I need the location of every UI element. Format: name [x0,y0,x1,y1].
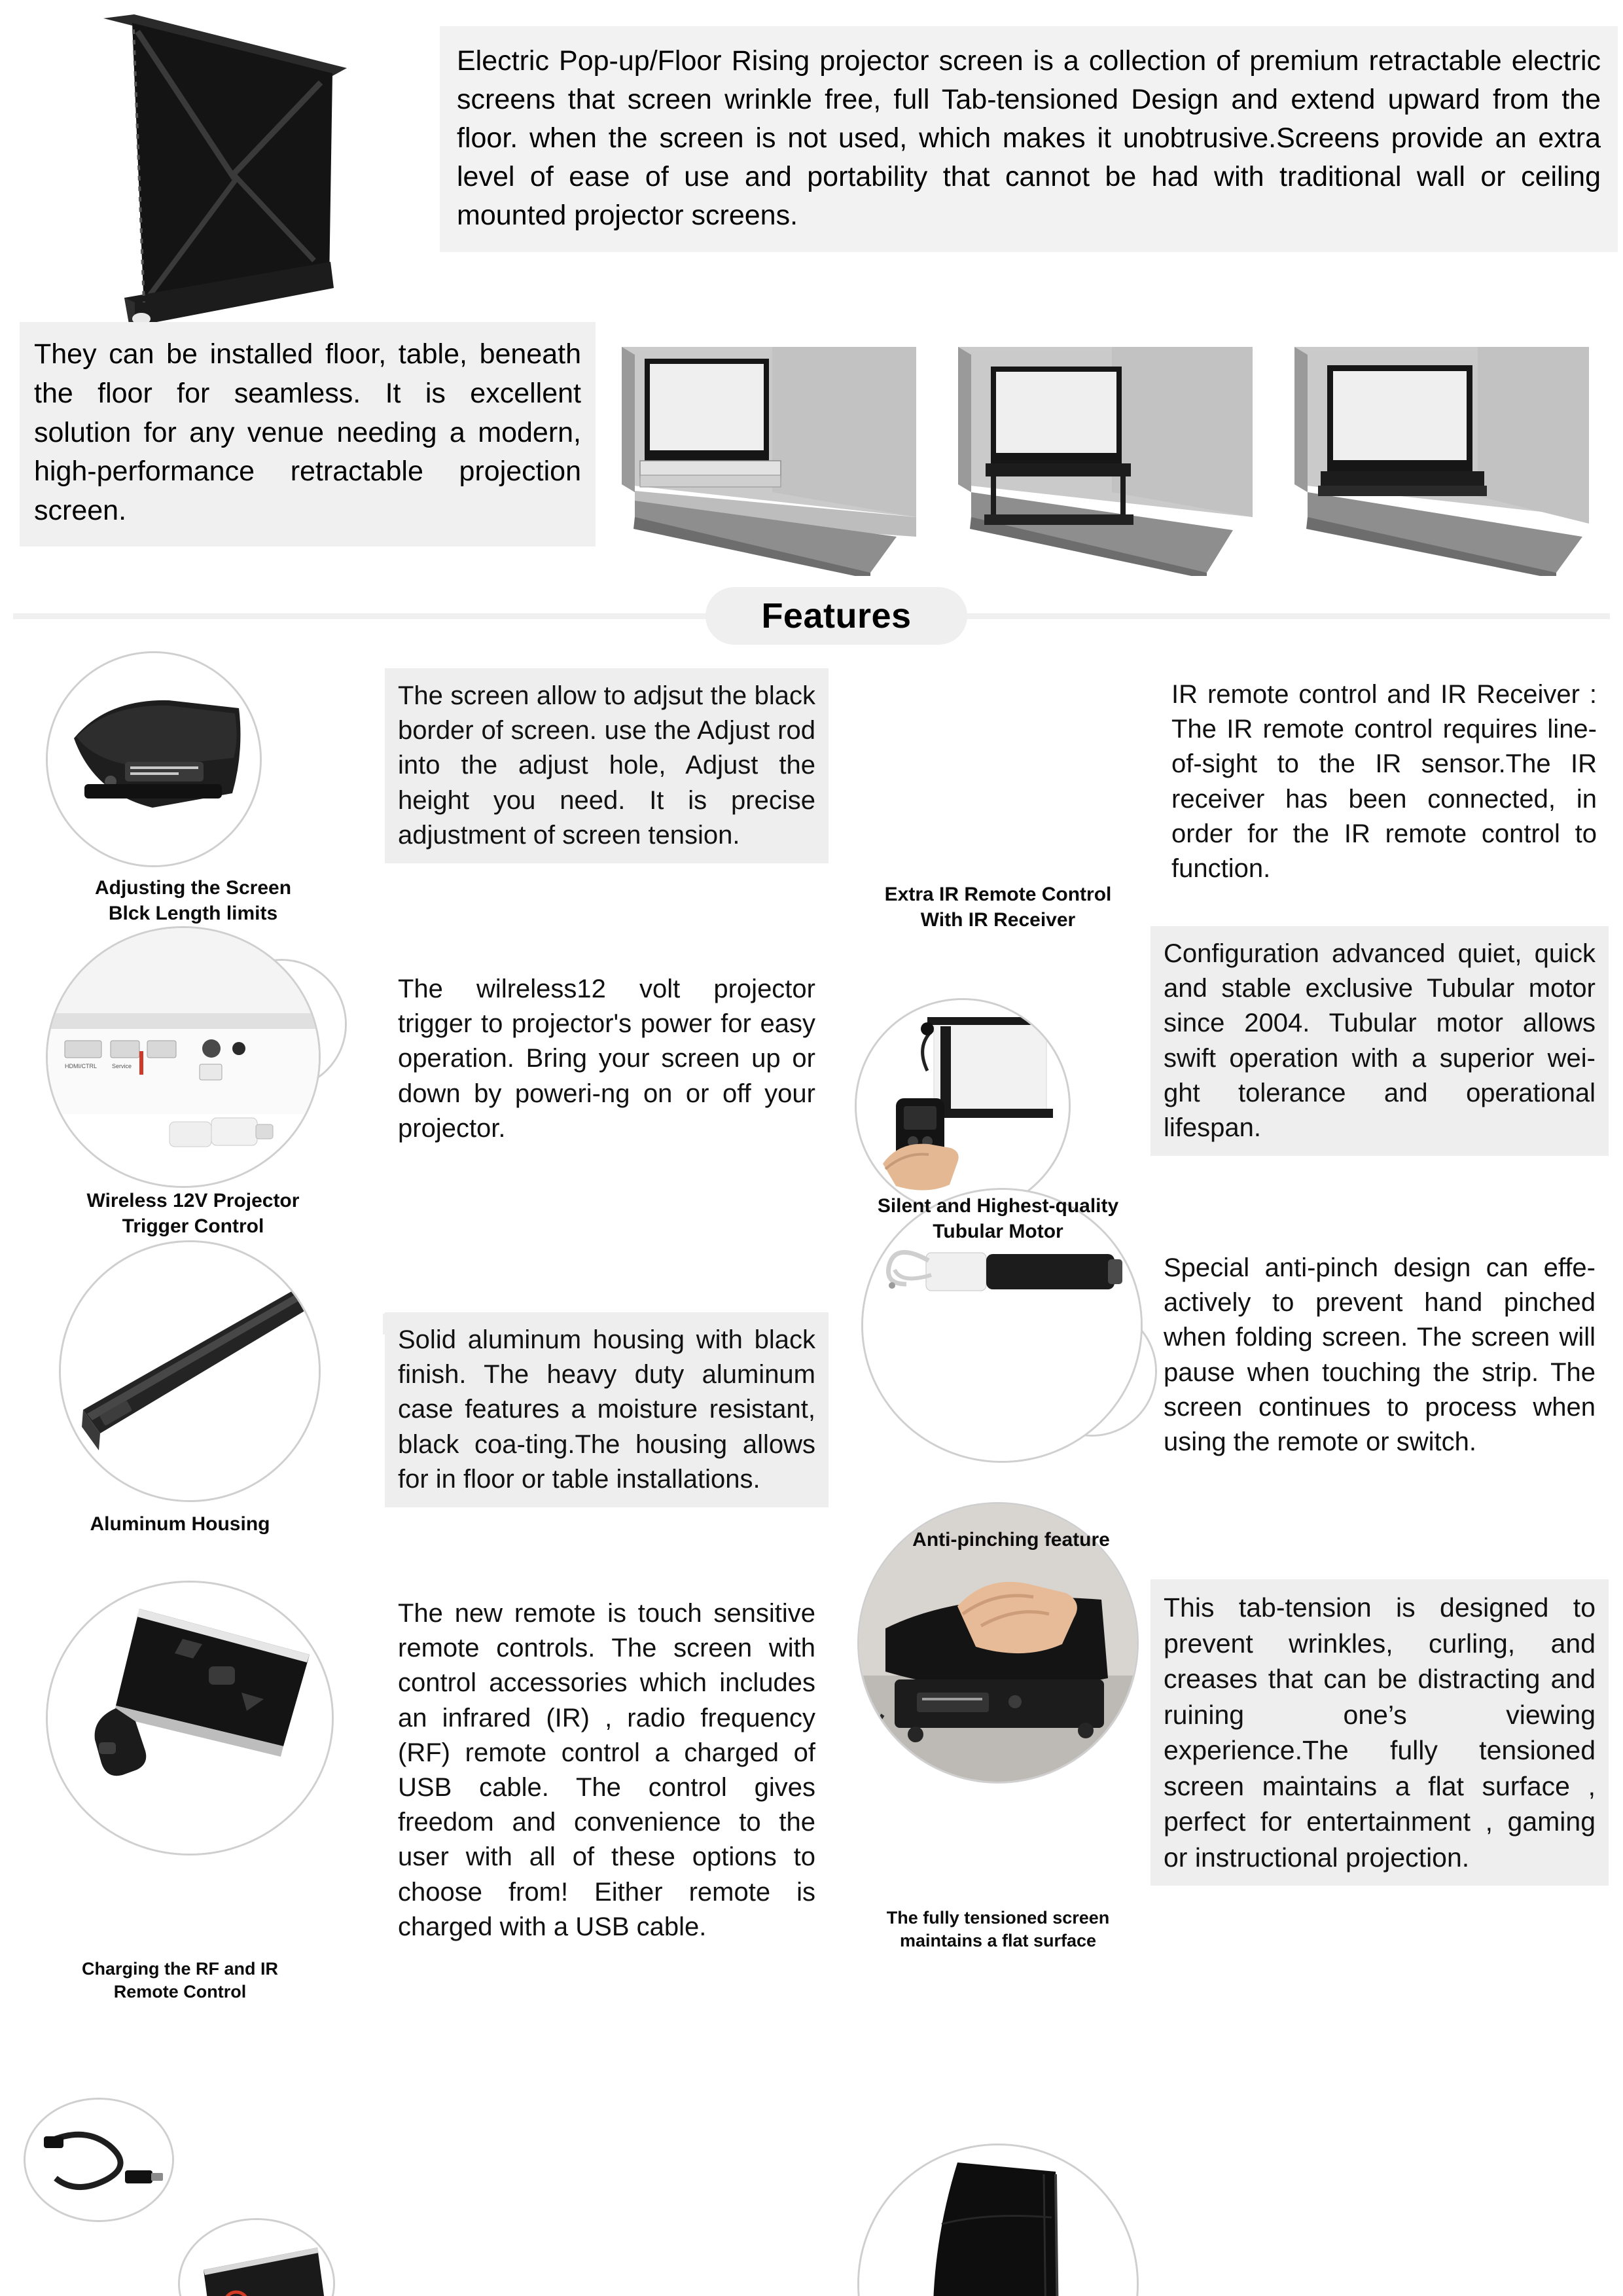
caption-line-1: The fully tensioned screen [886,1908,1110,1928]
caption-line-2: Blck Length limits [108,903,278,924]
caption-line-2: Tubular Motor [933,1221,1063,1242]
feature-caption-tubular-motor [844,1193,1152,1244]
svg-text:HDMI/CTRL: HDMI/CTRL [65,1063,97,1069]
feature-caption-tab-tension [844,1907,1152,1952]
caption-line-1: Silent and Highest-quality [877,1195,1119,1217]
features-divider [0,592,1623,638]
feature-caption-ir-remote-receiver [844,882,1152,933]
feature-caption-anti-pinching [870,1527,1152,1552]
caption-line-1: Aluminum Housing [90,1513,270,1535]
feature-caption-wireless-12v-trigger [39,1188,347,1239]
caption-line-2: Trigger Control [122,1215,264,1237]
caption-line-1: Wireless 12V Projector [86,1190,300,1211]
feature-caption-aluminum-housing [39,1511,321,1537]
features-section-pill [705,587,967,645]
feature-image-aluminum-housing [59,1240,321,1502]
feature-text-anti-pinching: Special anti-pinch design can effe-actively to prevent hand pinched when folding screen. The screen will pause when touching the strip. The screen continues to process when using the remote or switch. [1164,1253,1596,1456]
caption-line-1: Adjusting the Screen [94,877,292,899]
feature-row-4 [0,1574,1623,2091]
feature-text-aluminum-housing: Solid aluminum housing with black finish. The heavy duty aluminum case features a moisture resistant, black coa-ting.The housing allows for in floor or table installations. [385,1312,829,1507]
feature-caption-adjust-black-border [56,875,330,926]
room-render-1 [609,321,931,576]
room-render-3 [1281,321,1603,576]
feature-text-wireless-12v-trigger: The wilreless12 volt projector trigger to projector's power for easy operation. Bring your screen up or down by poweri-ng on or off your projector. [398,975,815,1143]
feature-text-tubular-motor: Configuration advanced quiet, quick and stable exclusive Tubular motor since 2004. Tubular motor allows swift operation with a superior wei-ght tolerance and operational lifespan. [1150,926,1609,1156]
feature-text-ir-remote-receiver: IR remote control and IR Receiver : The IR remote control requires line-of-sight to the IR sensor.The IR receiver has been connected, in order for the IR remote control to function. [1171,680,1597,883]
caption-line-1: Charging the RF and IR [82,1959,278,1979]
feature-row-1 [0,645,1623,931]
caption-line-1: Extra IR Remote Control [884,884,1112,905]
feature-image-touch-remote [46,1581,334,1856]
caption-line-2: With IR Receiver [920,909,1076,931]
features-label: Features [761,596,912,636]
features-grid [0,645,1623,2091]
feature-image-usb-cable [24,2098,174,2222]
caption-line-2: maintains a flat surface [899,1931,1097,1951]
svg-text:Service: Service [112,1063,132,1069]
installation-description: They can be installed floor, table, beneath the floor for seamless. It is excellent solution for any venue needing a modern, high-performance retractable projection screen. [20,322,596,547]
room-render-row [609,321,1603,576]
feature-text-adjust-black-border: The screen allow to adjsut the black border of screen. use the Adjust rod into the adjust hole, Adjust the height you need. It is precise adjustment of screen tension. [385,668,829,863]
hero-description: Electric Pop-up/Floor Rising projector screen is a collection of premium retractable electric screens that screen wrinkle free, full Tab-tensioned Design and extend upward from the floor. when the screen is not used, which makes it unobtrusive.Screens provide an extra level of ease of use and portability that cannot be had with traditional wall or ceiling mounted projector screens. [440,26,1618,252]
feature-image-tab-tension [857,2144,1139,2296]
feature-image-adjust-black-border [46,651,262,867]
feature-image-remote-charge-port [178,2218,335,2296]
caption-line-2: Remote Control [113,1982,247,2002]
room-render-2 [945,321,1267,576]
feature-text-touch-remote: The new remote is touch sensitive remote controls. The screen with control accessories which includes an infrared (IR) , radio frequency (RF) remote control a charged of USB cable. The control gives freedom and convenience to the user with all of these options to choose from! Either remote is charged with a USB cable. [398,1599,815,1941]
feature-caption-touch-remote [26,1958,334,2003]
caption-line-1: Anti-pinching feature [912,1529,1110,1551]
feature-row-3 [0,1240,1623,1574]
feature-row-2 [0,926,1623,1240]
feature-text-tab-tension: This tab-tension is designed to prevent wrinkles, curling, and creases that can be distracting and ruining one’s viewing experience.The fully tensioned screen maintains a flat surface , perfect for entertainment , gaming or instructional projection. [1150,1579,1609,1886]
hero-product-image [72,0,438,340]
feature-image-wireless-12v-trigger [46,926,321,1188]
